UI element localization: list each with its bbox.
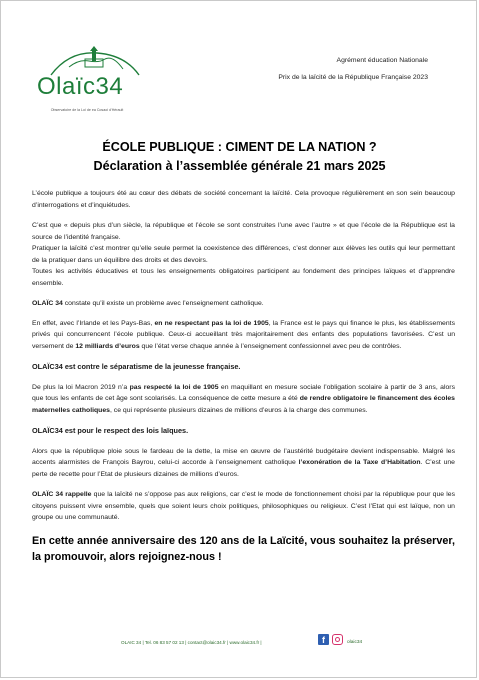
document-body — [32, 188, 455, 565]
closing-call: En cette année anniversaire des 120 ans de la Laïcité, vous souhaitez la préserver, la promouvoir, alors rejoignez-nous ! — [32, 534, 455, 563]
emphasis: de rendre obligatoire le financement des écoles maternelles catholiques — [32, 395, 455, 414]
paragraph: Toutes les activités éducatives et tous les enseignements obligatoires participent au fondement des principes laïques et d’apprendre ensemble. — [32, 268, 455, 287]
olaic-logo — [31, 45, 161, 135]
paragraph — [32, 298, 455, 310]
emphasis: 12 milliards d’euros — [75, 342, 140, 350]
paragraph-text: que la laïcité ne s’oppose pas aux religions, car c’est le mode de fonctionnement choisi par la république pour que les citoyens puissent vivre ensemble, quels que soient leurs choix politiques, philosophiques ou religieux. C’est l’Etat qui est laïque, non un groupe ou une communauté. — [32, 491, 455, 521]
logo-subtitle: Observatoire de la Loi de ea Cosaoi d'Hérault — [50, 108, 124, 112]
paragraph — [32, 489, 455, 524]
paragraph: C’est que « depuis plus d’un siècle, la république et l’école se sont construites l’une avec l’autre » et que l’école de la République est la source de l’identité française. — [32, 222, 455, 241]
header-accreditation: Agrément éducation Nationale — [336, 57, 428, 64]
paragraph: Pratiquer la laïcité c’est montrer qu’elle seule permet la coexistence des différences, c’est donner aux élèves les outils qui leur permettant de la pratiquer dans un équilibre des droits et des devoirs. — [32, 245, 455, 264]
paragraph — [32, 382, 455, 417]
header-prize: Prix de la laïcité de la République Française 2023 — [278, 74, 428, 81]
paragraph-text: Alors que la république ploie sous le fardeau de la dette, la mise en œuvre de l’austérité budgétaire devient indispensable. Malgré les accents alarmistes de François Bayrou, celui-ci accorde à l’enseignement catholique — [32, 447, 455, 466]
paragraph-text: constate qu’il existe un problème avec l’enseignement catholique. — [62, 300, 264, 307]
footer-contact: OLAIC 34 | Tel. 06 83 57 02 13 | contact@olaic34.fr | www.olaic34.fr | — [121, 640, 262, 645]
paragraph-text: , la France est le pays qui finance le plus, les établissements privés qui concurrencent l’école publique. Ceux-ci accueillant très majoritairement des enfants des populations favorisées. C’est un versement de — [32, 319, 455, 350]
emphasis: pas respecté la loi de 1905 — [129, 383, 219, 391]
section-heading: OLAÏC34 est pour le respect des lois laïques. — [32, 426, 189, 435]
paragraph-text: De plus la loi Macron 2019 n’a — [32, 383, 130, 391]
paragraph — [32, 318, 455, 353]
org-name: OLAÏC 34 — [32, 300, 63, 307]
paragraph-text: que l’état verse chaque année à l’enseignement confessionnel avec peu de contrôles. — [139, 342, 402, 350]
instagram-icon[interactable] — [332, 634, 343, 645]
paragraph-text: . C’est une perte de recette pour l’Etat de plusieurs dizaines de millions d’euros. — [32, 459, 455, 478]
page-title: ÉCOLE PUBLIQUE : CIMENT DE LA NATION ? — [102, 140, 377, 154]
paragraph-text: , ce qui représente plusieurs dizaines de millions d’euros à la charge des communes. — [109, 406, 368, 414]
logo-text: Olaïc34 — [37, 73, 124, 100]
paragraph-text: en maquillant en mesure sociale l’obligation scolaire à partir de 3 ans, alors que tous les enfants de cet âge sont scolarisés. La conséquence de cette mesure a été — [32, 383, 455, 402]
facebook-icon[interactable]: f — [318, 634, 329, 645]
emphasis: en ne respectant pas la loi de 1905 — [154, 319, 269, 327]
paragraph: L’école publique a toujours été au cœur des débats de société concernant la laïcité. Cela provoque régulièrement en son sein beaucoup d’interrogations et d’inquiétudes. — [32, 190, 455, 209]
emphasis: l’exonération de la Taxe d’Habitation — [298, 459, 421, 466]
paragraph-text: En effet, avec l’Irlande et les Pays-Bas, — [32, 319, 155, 327]
section-heading: OLAÏC34 est contre le séparatisme de la jeunesse française. — [32, 362, 241, 371]
org-name: OLAÏC 34 rappelle — [32, 491, 92, 498]
page-subtitle: Déclaration à l’assemblée générale 21 mars 2025 — [93, 159, 386, 173]
social-handle[interactable]: olaic34 — [347, 640, 363, 645]
paragraph — [32, 446, 455, 481]
